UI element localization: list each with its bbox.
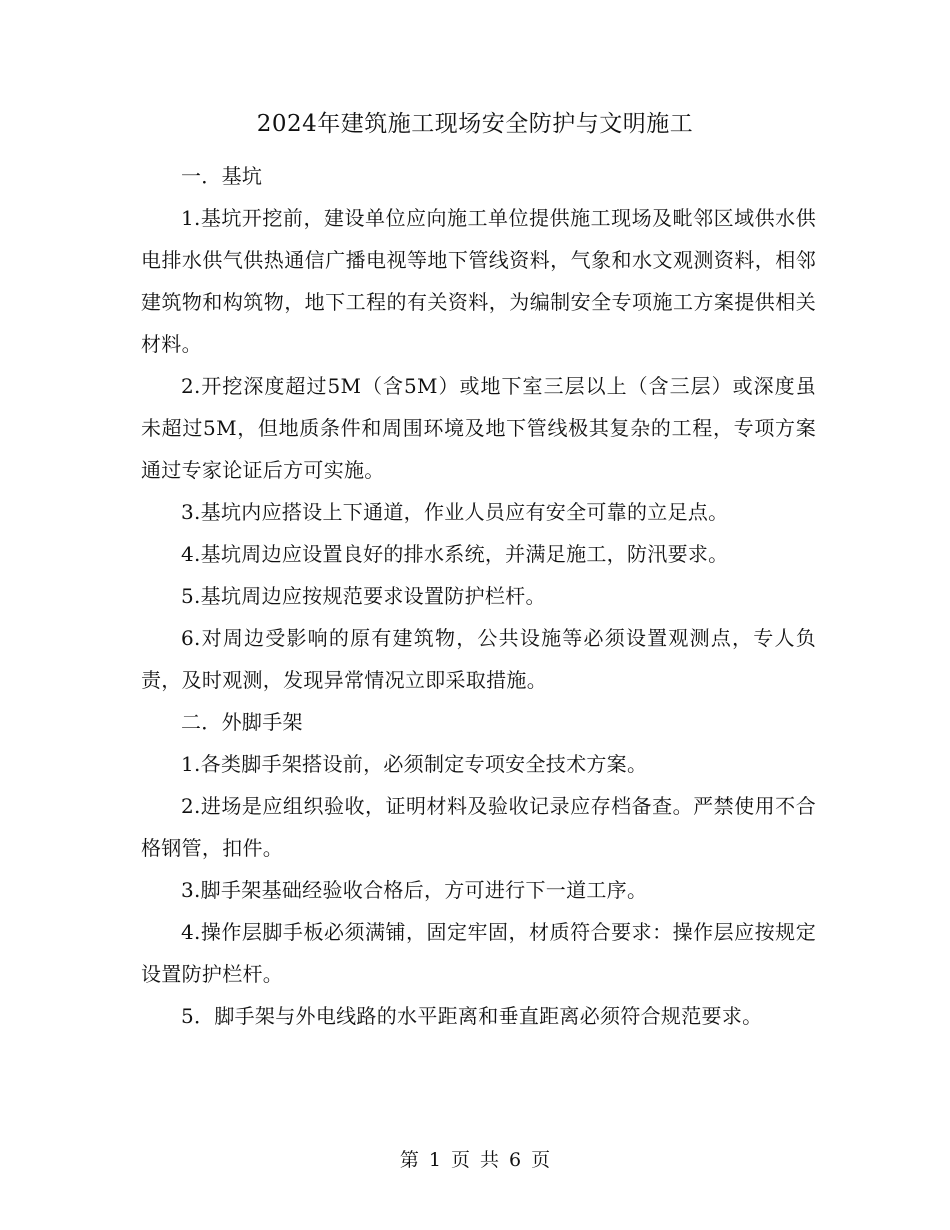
paragraph: 2.进场是应组织验收，证明材料及验收记录应存档备查。严禁使用不合格钢管，扣件。 [141, 794, 816, 860]
document-body [141, 155, 816, 1037]
paragraph: 3.脚手架基础经验收合格后，方可进行下一道工序。 [181, 878, 648, 902]
paragraph: 1.各类脚手架搭设前，必须制定专项安全技术方案。 [181, 752, 648, 776]
paragraph: 4.基坑周边应设置良好的排水系统，并满足施工，防汛要求。 [181, 542, 729, 566]
document-title: 2024年建筑施工现场安全防护与文明施工 [256, 111, 694, 137]
paragraph: 2.开挖深度超过5M（含5M）或地下室三层以上（含三层）或深度虽未超过5M，但地质条件和周围环境及地下管线极其复杂的工程，专项方案通过专家论证后方可实施。 [141, 374, 816, 482]
paragraph: 4.操作层脚手板必须满铺，固定牢固，材质符合要求：操作层应按规定设置防护栏杆。 [141, 920, 816, 986]
paragraph: 3.基坑内应搭设上下通道，作业人员应有安全可靠的立足点。 [181, 500, 729, 524]
paragraph: 1.基坑开挖前，建设单位应向施工单位提供施工现场及毗邻区域供水供电排水供气供热通信广播电视等地下管线资料，气象和水文观测资料，相邻建筑物和构筑物，地下工程的有关资料，为编制安全专项施工方案提供相关材料。 [141, 206, 816, 356]
paragraph: 5．脚手架与外电线路的水平距离和垂直距离必须符合规范要求。 [181, 1004, 763, 1028]
section-heading: 一．基坑 [181, 164, 263, 188]
paragraph: 6.对周边受影响的原有建筑物，公共设施等必须设置观测点，专人负责，及时观测，发现异常情况立即采取措施。 [141, 626, 816, 692]
paragraph: 5.基坑周边应按规范要求设置防护栏杆。 [181, 584, 546, 608]
section-heading: 二．外脚手架 [181, 710, 303, 734]
page-number-footer: 第 1 页 共 6 页 [399, 1149, 551, 1171]
